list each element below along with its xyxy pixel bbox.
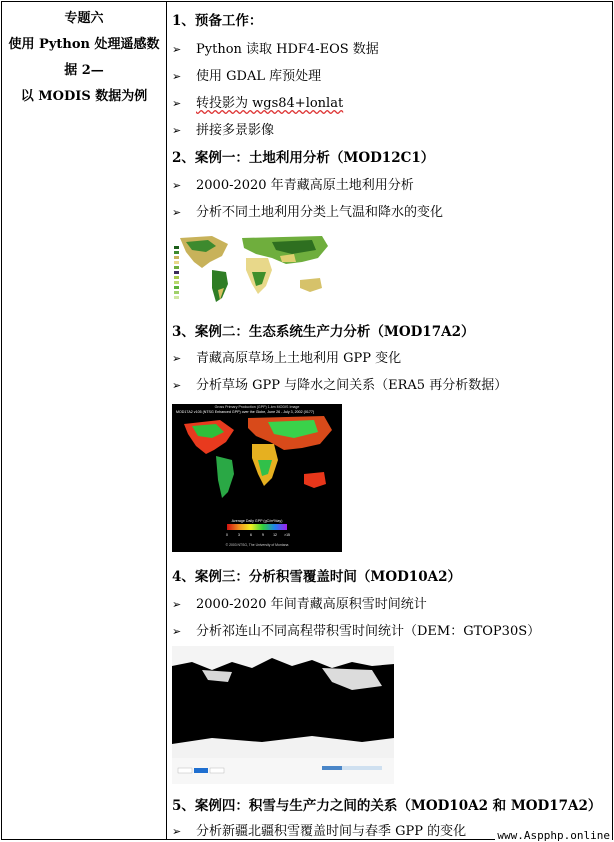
arrow-bullet-icon: ➢: [172, 124, 182, 137]
svg-text:6: 6: [250, 533, 252, 537]
section-1-title: 1、预备工作：: [172, 13, 263, 29]
topic-subtitle: 以 MODIS 数据为例: [20, 89, 148, 104]
topic-title-line-2: 据 2—: [64, 63, 104, 78]
arrow-bullet-icon: ➢: [172, 43, 182, 56]
fig2-scale-label: Average Daily GPP (gC/m²/day): [231, 519, 283, 523]
watermark: www.Aspphp.online: [497, 829, 610, 842]
svg-text:9: 9: [262, 533, 264, 537]
fig2-title: MOD17A2 v105 (NTSG Enhanced GPP) over the Globe, June 26 - July 3, 2002 (0177): [176, 410, 315, 414]
bullet-item: ➢ 分析祁连山不同高程带积雪时间统计（DEM：GTOP30S）: [172, 624, 541, 639]
topic-cell: [2, 2, 166, 110]
arrow-bullet-icon: ➢: [172, 206, 182, 219]
snow-cover-map-figure: [172, 646, 394, 784]
gpp-map: [172, 404, 342, 552]
arrow-bullet-icon: ➢: [172, 825, 182, 838]
arrow-bullet-icon: ➢: [172, 625, 182, 638]
svg-text:3: 3: [238, 533, 240, 537]
fig2-header: Gross Primary Production (GPP) 1-km MODIS Image: [214, 405, 300, 409]
bullet-item: ➢ Python 读取 HDF4-EOS 数据: [172, 42, 379, 57]
bullet-item: ➢ 拼接多景影像: [172, 123, 275, 138]
gpp-map-figure: [172, 404, 342, 552]
topic-title-line-1: 使用 Python 处理遥感数: [8, 37, 160, 52]
bullet-item: ➢ 2000-2020 年青藏高原土地利用分析: [172, 178, 414, 193]
land-use-map: [172, 232, 332, 304]
arrow-bullet-icon: ➢: [172, 179, 182, 192]
bullet-item: ➢ 分析不同土地利用分类上气温和降水的变化: [172, 205, 444, 220]
svg-text:>15: >15: [284, 533, 290, 537]
column-divider: [166, 2, 167, 839]
arrow-bullet-icon: ➢: [172, 352, 182, 365]
topic-number: 专题六: [64, 11, 104, 26]
bullet-item: ➢ 分析草场 GPP 与降水之间关系（ERA5 再分析数据）: [172, 378, 508, 393]
arrow-bullet-icon: ➢: [172, 598, 182, 611]
bullet-item: ➢ 青藏高原草场上土地利用 GPP 变化: [172, 351, 402, 366]
snow-cover-map: [172, 646, 394, 784]
section-4-title: 4、案例三：分析积雪覆盖时间（MOD10A2）: [172, 569, 461, 585]
land-use-map-figure: [172, 232, 332, 304]
bullet-item: ➢ 2000-2020 年间青藏高原积雪时间统计: [172, 597, 427, 612]
gpp-color-scale: [227, 524, 287, 530]
section-2-title: 2、案例一：土地利用分析（MOD12C1）: [172, 150, 435, 166]
page-table: [1, 1, 613, 840]
arrow-bullet-icon: ➢: [172, 97, 182, 110]
bullet-item: ➢ 分析新疆北疆积雪覆盖时间与春季 GPP 的变化: [172, 824, 467, 839]
svg-text:0: 0: [226, 533, 228, 537]
bullet-item: ➢ 使用 GDAL 库预处理: [172, 69, 322, 84]
svg-text:12: 12: [273, 533, 277, 537]
fig2-credit: © 2003 NTSG, The University of Montana: [225, 543, 289, 547]
bullet-item: ➢ 转投影为 wgs84+lonlat: [172, 96, 344, 111]
arrow-bullet-icon: ➢: [172, 379, 182, 392]
arrow-bullet-icon: ➢: [172, 70, 182, 83]
section-3-title: 3、案例二：生态系统生产力分析（MOD17A2）: [172, 324, 475, 340]
section-5-title: 5、案例四：积雪与生产力之间的关系（MOD10A2 和 MOD17A2）: [172, 798, 602, 814]
